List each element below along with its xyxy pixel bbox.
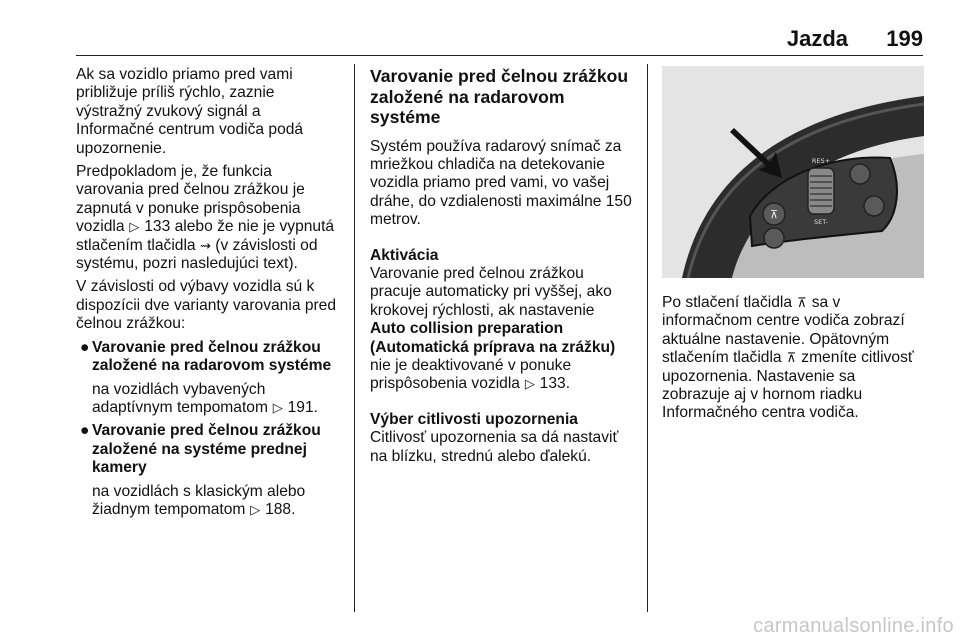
page-header [76,26,923,54]
page-ref-icon: ▷ [524,376,535,392]
svg-text:⊼: ⊼ [769,208,779,221]
section-title: Jazda [786,26,848,51]
steering-wheel-figure [662,66,924,278]
bullet-icon: ● [80,338,90,356]
precondition-paragraph: Predpokladom je, že funkcia varovania pred čelnou zrážkou je zapnutá v ponuke prispôsobenia vozidla ▷ 133 alebo že nie je vypnutá stlačením tlačidla ⇝ (v závislosti od systému, pozri nasledujúci text). [76,163,335,273]
list-item: ● Varovanie pred čelnou zrážkou založené na systéme prednej kamery na vozidlách s klasickým alebo žiadnym tempomatom ▷ 188. [76,422,342,519]
activation-paragraph: Varovanie pred čelnou zrážkou pracuje automaticky pri vyššej, ako krokovej rýchlosti, ak nastavenie Auto collision preparation (Automatická príprava na zrážku) nie je deaktivované v ponuke prispôsobenia vozidla ▷ 133. [370,264,616,393]
page-ref: 188 [265,500,292,518]
sensitivity-instructions: Po stlačení tlačidla ⊼ sa v informačnom centre vodiča zobrazí aktuálne nastavenie. Opätovným stlačením tlačidla ⊼ zmeníte citlivosť upozornenia. Nastavenie sa zobrazuje aj v hornom riadku Informačného centra vodiča. [662,294,914,422]
list-item: ● Varovanie pred čelnou zrážkou založené na radarovom systéme na vozidlách vybavených adaptívnym tempomatom ▷ 191. [76,339,342,418]
column-left [76,66,342,524]
collision-warning-button-icon: ⇝ [199,237,211,253]
gap-button-icon: ⊼ [797,295,807,310]
column-middle [370,66,634,471]
column-divider-2 [647,64,648,612]
res-label: RES+ [811,157,831,165]
variants-paragraph: V závislosti od výbavy vozidla sú k dispozícii dve varianty varovania pred čelnou zrážkou: [76,278,337,333]
list-item-title: Varovanie pred čelnou zrážkou založené na radarovom systéme [92,338,332,375]
header-rule [76,55,923,56]
page-ref-icon: ▷ [250,501,261,517]
page-number: 199 [886,26,923,51]
intro-paragraph: Ak sa vozidlo priamo pred vami približuje príliš rýchlo, zaznie výstražný zvukový signál a Informačné centrum vodiča podá upozornenie. [76,66,304,157]
setting-name: Auto collision preparation (Automatická príprava na zrážku) [370,320,616,356]
page-ref: 133 [539,375,566,393]
page-ref: 191 [287,398,314,416]
activation-heading: Aktivácia [370,246,439,264]
set-label: SET- [814,218,828,226]
section-heading: Varovanie pred čelnou zrážkou založené na radarovom systéme [370,66,629,127]
sensitivity-paragraph: Citlivosť upozornenia sa dá nastaviť na blízku, strednú alebo ďalekú. [370,429,619,465]
radar-description: Systém používa radarový snímač za mriežkou chladiča na detekovanie vozidla priamo pred vami, vo vašej dráhe, do vzdialenosti maximálne 150 metrov. [370,137,632,229]
bullet-icon: ● [80,422,90,440]
sensitivity-heading: Výber citlivosti upozornenia [370,410,578,428]
list-item-title: Varovanie pred čelnou zrážkou založené na systéme prednej kamery [92,422,321,477]
column-right [662,294,924,428]
column-divider-1 [354,64,355,612]
gap-button-icon: ⊼ [786,350,797,366]
page-ref: 133 [144,218,171,236]
watermark: carmanualsonline.info [753,615,954,637]
steering-wheel-illustration [662,66,924,278]
page-ref-icon: ▷ [129,219,140,235]
page-ref-icon: ▷ [272,399,283,415]
